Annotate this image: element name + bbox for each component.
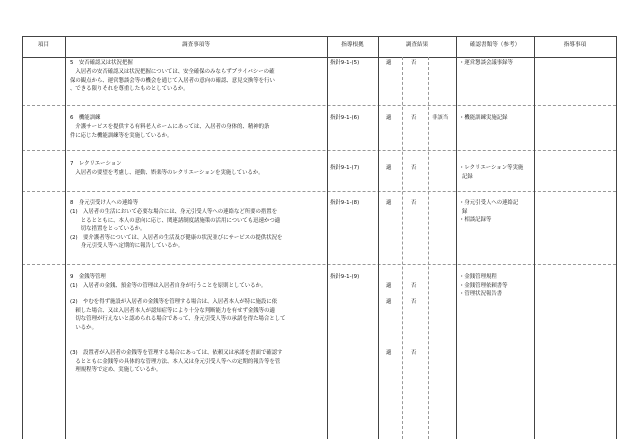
result-ok: 適 (386, 350, 392, 356)
doc-item: ・機能訓練実施記録 (459, 115, 508, 121)
doc-item: 記録 (462, 173, 473, 180)
header-bottom-border (22, 57, 616, 58)
result-na: 非該当 (432, 115, 449, 121)
row-title: 8 身元引受け人への連絡等 (70, 200, 139, 206)
column-divider (65, 36, 66, 439)
column-divider-dashed (402, 57, 403, 439)
doc-item: ・レクリエーション等実施 (459, 165, 524, 171)
result-ok: 適 (386, 299, 392, 305)
row-title: 5 安否確認又は状況把握 (70, 60, 133, 66)
column-divider (327, 36, 328, 439)
result-ng: 否 (411, 200, 417, 206)
row-text-line: とるとともに、本人の意向に応じ、関連諸制度諸施策の活用についても迅速かつ適 (70, 217, 281, 224)
row-text-line: (2) やむを得ず施設が入居者の金銭等を管理する場合は、入居者本人が特に施設に依 (70, 299, 278, 305)
row-text-line: 理規程等で定め、実施しているか。 (70, 367, 162, 374)
result-ng: 否 (411, 165, 417, 171)
result-ok: 適 (386, 165, 392, 171)
result-ok: 適 (386, 283, 392, 289)
row-divider (22, 191, 616, 192)
result-ng: 否 (411, 115, 417, 121)
column-divider (378, 36, 379, 439)
row-text-line: (2) 要介護者等については、入居者の生活及び健康の状況並びにサービスの提供状況を (70, 234, 283, 241)
table-top-border (22, 36, 616, 37)
result-ng: 否 (411, 350, 417, 356)
doc-item: ・運営懇談会議事録等 (459, 60, 513, 66)
doc-item: 録 (462, 208, 468, 215)
guide-ref: 指針9-1-(7) (330, 165, 360, 171)
result-ok: 適 (386, 200, 392, 206)
result-ok: 適 (386, 60, 392, 66)
doc-item: ・金銭管理依頼書等 (459, 282, 508, 289)
row-text-line: 件に応じた機能訓練等を実施しているか。 (70, 132, 173, 139)
guide-ref: 指針9-1-(9) (330, 274, 360, 280)
column-divider (534, 36, 535, 439)
row-text-line: 、できる限りそれを尊重したものとしているか。 (70, 86, 189, 93)
header-matter: 調査事項等 (182, 42, 210, 48)
row-text-line: 保の観点から、運営懇談会等の機会を通じて入居者の意向の確認、意見交換等を行い (70, 77, 275, 84)
guide-ref: 指針9-1-(5) (330, 60, 360, 66)
guide-ref: 指針9-1-(8) (330, 200, 360, 206)
result-ng: 否 (411, 60, 417, 66)
row-text-line: 身元引受人等へ定期的に報告しているか。 (70, 243, 184, 250)
row-text-line: (1) 入居者の生活において必要な場合には、身元引受人等への連絡など所要の措置を (70, 209, 278, 215)
row-title: 9 金銭等管理 (70, 274, 106, 280)
header-docs: 確認書類等（参考） (469, 42, 521, 48)
column-divider-dashed (428, 57, 429, 439)
table-right-border (616, 36, 617, 439)
row-title: 6 機能訓練 (70, 115, 101, 121)
row-text-line: (3) 設置者が入居者の金銭等を管理する場合にあっては、依頼又は承諾を書面で確認す (70, 350, 283, 356)
row-divider (22, 264, 616, 265)
result-ok: 適 (386, 115, 392, 121)
doc-item: ・管理状況報告書 (459, 291, 503, 298)
result-ng: 否 (411, 283, 417, 289)
row-text-line: 入居者の要望を考慮し、運動、娯楽等のレクリエーションを実施しているか。 (70, 170, 264, 176)
row-divider (22, 105, 616, 106)
result-ng: 否 (411, 299, 417, 305)
doc-item: ・相談記録等 (459, 217, 492, 224)
row-text-line: 介護サービスを提供する有料老人ホームにあっては、入居者の身体的、精神的条 (70, 124, 270, 130)
row-text-line: るとともに金銭等の具体的な管理方法、本人又は身元引受人等への定期的報告等を管 (70, 358, 281, 365)
row-text-line: 切な措置をとっているか。 (70, 226, 146, 233)
row-text-line: 切な管理が行えないと認められる場合であって、身元引受人等の承諾を得た場合として (70, 316, 286, 323)
column-divider (456, 36, 457, 439)
row-text-line: (1) 入居者の金銭、預金等の管理は入居者自身が行うことを原則としているか。 (70, 283, 267, 289)
table-left-border (22, 36, 23, 439)
row-text-line: 入居者の安否確認又は状況把握については、安全確保のみならずプライバシーの確 (70, 69, 275, 75)
row-divider (22, 150, 616, 151)
header-notes: 指導事項 (563, 42, 587, 48)
row-text-line: 頼した場合、又は入居者本人が認知症等により十分な判断能力を有せず金銭等の適 (70, 307, 275, 314)
row-title: 7 レクリエーション (70, 161, 122, 167)
row-text-line: いるか。 (70, 324, 97, 331)
doc-item: ・金銭管理規程 (459, 274, 497, 280)
header-item: 項目 (37, 42, 50, 48)
guide-ref: 指針9-1-(6) (330, 115, 360, 121)
doc-item: ・身元引受人への連絡記 (459, 200, 519, 206)
header-guide: 指導根拠 (341, 42, 364, 48)
header-result: 調査結果 (405, 42, 429, 48)
